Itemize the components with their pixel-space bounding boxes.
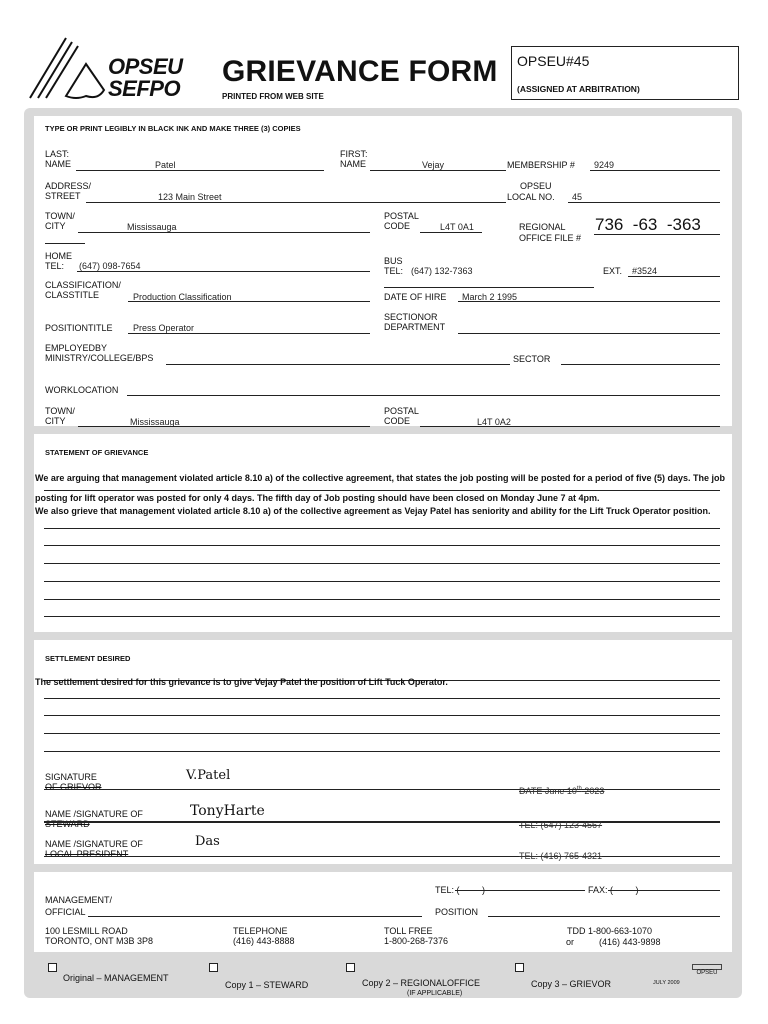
address-field[interactable]: 123 Main Street (158, 192, 222, 202)
arbitration-box (511, 46, 739, 100)
arbitration-label: (ASSIGNED AT ARBITRATION) (517, 84, 640, 94)
management-line (88, 916, 422, 917)
grievor-signature[interactable]: V.Patel (186, 768, 231, 783)
local-label-2: LOCAL NO. (507, 192, 555, 202)
date-of-hire-field[interactable]: March 2 1995 (462, 292, 518, 302)
employed-by-label: EMPLOYEDBY MINISTRY/COLLEGE/BPS (45, 343, 154, 363)
section-department-line (458, 333, 720, 334)
work-town-field[interactable]: Mississauga (130, 417, 180, 427)
statement-text-1[interactable]: We are arguing that management violated article 8.10 a) of the collective agreement, that states the job posting will be posted for a period of five (5) days. The job posting for lift operator was posted for only 4 days. The fifth day of Job posting should have been closed on Monday June 7 at 4pm. (35, 473, 725, 503)
bus-tel-field[interactable]: (647) 132-7363 (411, 266, 473, 276)
president-line (44, 856, 720, 857)
work-town-label: TOWN/ CITY (45, 406, 75, 426)
office-tdd-or: or (566, 937, 575, 947)
management-fax-label: FAX: ( ) (588, 885, 639, 895)
statement-line (44, 563, 720, 564)
home-tel-line (77, 271, 370, 272)
copy2-note: (IF APPLICABLE) (407, 990, 463, 997)
work-postal-line (420, 426, 720, 427)
local-field[interactable]: 45 (572, 192, 583, 202)
opseu-logo (28, 34, 198, 102)
bus-tel-label: BUS TEL: (384, 256, 404, 276)
postal-line (420, 232, 482, 233)
regional-label: REGIONAL OFFICE FILE # (519, 222, 582, 243)
signature-date[interactable]: DATE June 10th 2023 (519, 786, 605, 796)
steward-tel[interactable]: TEL: (647) 123-4567 (519, 820, 603, 830)
president-signature[interactable]: Das (195, 834, 220, 849)
logo-text-sefpo: SEFPO (108, 76, 181, 101)
copy2-checkbox[interactable] (346, 963, 355, 972)
local-line (568, 202, 720, 203)
grievor-signature-label: SIGNATURE OF GRIEVOR (45, 772, 102, 792)
management-tel-line (455, 890, 585, 891)
ext-label: EXT. (603, 266, 623, 276)
management-position-label: POSITION (435, 907, 479, 917)
work-location-line (127, 395, 720, 396)
statement-panel (34, 434, 732, 632)
settlement-line (44, 733, 720, 734)
address-label: ADDRESS/ STREET (45, 181, 92, 201)
local-label-1: OPSEU (520, 181, 552, 191)
statement-heading: STATEMENT OF GRIEVANCE (45, 448, 149, 457)
management-label: MANAGEMENT/ OFFICIAL (45, 895, 113, 917)
copy-original-label: Original – MANAGEMENT (63, 973, 169, 983)
classification-label: CLASSIFICATION/ CLASSTITLE (45, 280, 121, 300)
regional-file-field[interactable]: 736 -63 -363 (595, 215, 701, 234)
statement-line (44, 545, 720, 546)
home-tel-label: HOME TEL: (45, 251, 72, 271)
work-postal-field[interactable]: L4T 0A2 (477, 417, 511, 427)
settlement-heading: SETTLEMENT DESIRED (45, 654, 131, 663)
arbitration-number[interactable]: OPSEU#45 (517, 53, 590, 69)
statement-line (44, 599, 720, 600)
copy1-checkbox[interactable] (209, 963, 218, 972)
office-telephone: TELEPHONE (416) 443-8888 (233, 926, 295, 946)
settlement-line (44, 715, 720, 716)
copy1-label: Copy 1 – STEWARD (225, 980, 309, 990)
home-tel-field[interactable]: (647) 098-7654 (79, 261, 141, 271)
statement-text-2[interactable]: We also grieve that management violated article 8.10 a) of the collective agreement as Vejay Patel has seniority and ability for the Lift Truck Operator position. (35, 506, 711, 516)
address-line (86, 202, 506, 203)
statement-line (44, 616, 720, 617)
work-postal-label: POSTAL CODE (384, 406, 419, 426)
management-position-line (488, 916, 720, 917)
date-of-hire-label: DATE OF HIRE (384, 292, 447, 302)
copy3-label: Copy 3 – GRIEVOR (531, 979, 612, 989)
office-tdd-alt: (416) 443-9898 (599, 937, 661, 947)
settlement-line (44, 698, 720, 699)
regional-line (594, 234, 720, 235)
last-name-line (76, 170, 324, 171)
work-town-line (78, 426, 370, 427)
ext-field[interactable]: #3524 (632, 266, 658, 276)
settlement-line (44, 751, 720, 752)
copy2-label: Copy 2 – REGIONALOFFICE (362, 978, 481, 988)
postal-field[interactable]: L4T 0A1 (440, 222, 474, 232)
membership-field[interactable]: 9249 (594, 160, 615, 170)
last-name-label: LAST: NAME (45, 149, 72, 169)
steward-label: NAME /SIGNATURE OF STEWARD (45, 809, 143, 829)
president-label: NAME /SIGNATURE OF LOCAL PRESIDENT (45, 839, 143, 859)
town-field[interactable]: Mississauga (127, 222, 177, 232)
first-name-label: FIRST: NAME (340, 149, 368, 169)
last-name-field[interactable]: Patel (155, 160, 176, 170)
position-title-field[interactable]: Press Operator (133, 323, 195, 333)
work-location-label: WORKLOCATION (45, 385, 119, 395)
settlement-text[interactable]: The settlement desired for this grievance is to give Vejay Patel the position of Lift Tuck Operator. (35, 677, 448, 687)
first-name-field[interactable]: Vejay (422, 160, 445, 170)
section-department-label: SECTIONOR DEPARTMENT (384, 312, 446, 332)
president-tel[interactable]: TEL: (416) 765-4321 (519, 851, 603, 861)
statement-line (44, 528, 720, 529)
steward-line (44, 821, 720, 823)
settlement-panel (34, 640, 732, 864)
form-title: GRIEVANCE FORM (222, 55, 498, 88)
town-line (78, 232, 370, 233)
office-tollfree: TOLL FREE 1-800-268-7376 (384, 926, 449, 946)
town-label: TOWN/ CITY (45, 211, 75, 231)
grievor-signature-line (44, 789, 720, 790)
statement-line (44, 581, 720, 582)
bus-tel-line (384, 287, 594, 288)
position-title-line (128, 333, 370, 334)
first-name-line (370, 170, 506, 171)
classification-field[interactable]: Production Classification (133, 292, 232, 302)
logo-text-opseu: OPSEU (108, 54, 183, 79)
office-address: 100 LESMILL ROAD TORONTO, ONT M3B 3P8 (45, 926, 154, 946)
original-checkbox[interactable] (48, 963, 57, 972)
town-line-extra (45, 243, 85, 244)
union-printed-mark: OPSEU (692, 964, 722, 980)
sector-line (561, 364, 720, 365)
membership-line (590, 170, 720, 171)
management-tel-label: TEL: ( ) (435, 885, 486, 895)
postal-label: POSTAL CODE (384, 211, 419, 231)
employed-by-line (166, 364, 510, 365)
membership-label: MEMBERSHIP # (507, 160, 575, 170)
management-fax-line (608, 890, 720, 891)
position-title-label: POSITIONTITLE (45, 323, 113, 333)
sector-label: SECTOR (513, 354, 551, 364)
instruction-text: TYPE OR PRINT LEGIBLY IN BLACK INK AND MAKE THREE (3) COPIES (45, 124, 301, 133)
ext-line (628, 276, 720, 277)
form-date: JULY 2009 (653, 980, 680, 986)
office-tdd: TDD 1-800-663-1070 (567, 926, 653, 936)
steward-signature[interactable]: TonyHarte (190, 803, 265, 819)
form-subtitle: PRINTED FROM WEB SITE (222, 92, 324, 101)
copy3-checkbox[interactable] (515, 963, 524, 972)
logo-mark-icon (28, 34, 118, 102)
